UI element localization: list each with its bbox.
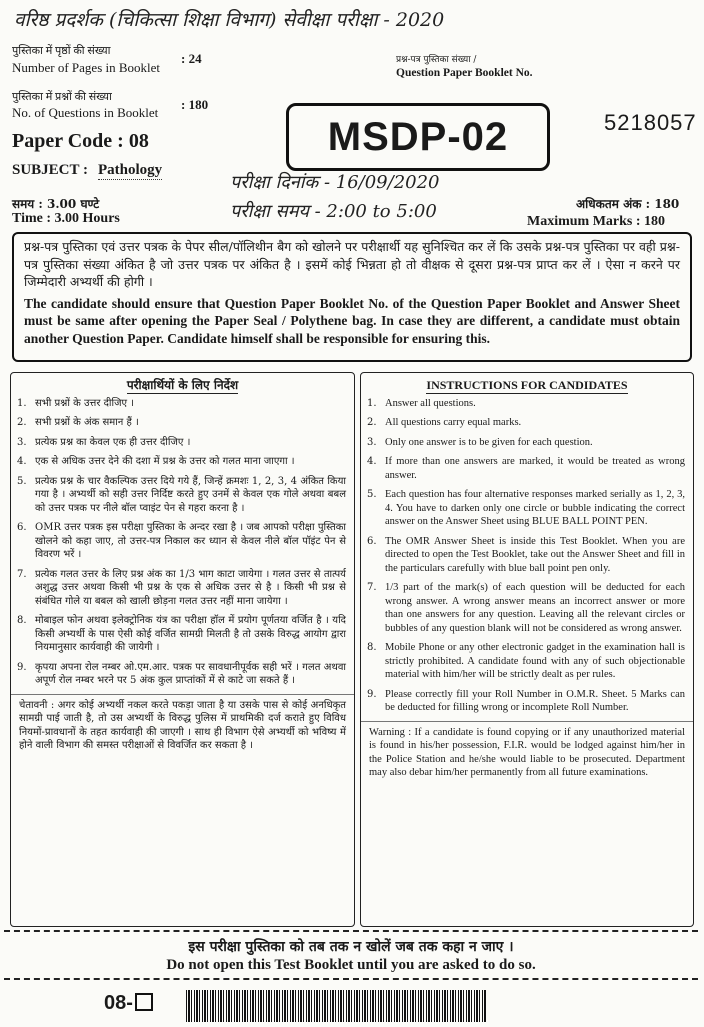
instruction-english-item-text: Mobile Phone or any other electronic gadget in the examination hall is strictly prohibited. A candidate found with any of such objectionable material with him/her will be strictly dealt as per rules. bbox=[385, 642, 685, 680]
instruction-hindi-item bbox=[11, 416, 354, 430]
questions-value: : 180 bbox=[181, 97, 209, 112]
instruction-english-item-text: Please correctly fill your Roll Number in O.M.R. Sheet. 5 Marks can be deducted for filling wrong or incomplete Roll Number. bbox=[385, 688, 685, 713]
instruction-english-item-number: 3. bbox=[367, 436, 377, 448]
instruction-hindi-item-text: मोबाइल फोन अथवा इलेक्ट्रोनिक यंत्र का परीक्षा हॉल में प्रयोग पूर्णतया वर्जित है । यदि किसी अभ्यर्थी के पास ऐसी कोई वर्जित सामग्री मिलती है तो उसके विरुद्ध आयोग द्वारा नियमानुसार कार्यवाही की जायेगी । bbox=[35, 615, 346, 653]
instruction-english-item-number: 4. bbox=[367, 456, 377, 467]
instruction-english-item-number: 6. bbox=[367, 535, 377, 547]
instructions-english-title: INSTRUCTIONS FOR CANDIDATES bbox=[426, 378, 628, 392]
instructions-english bbox=[360, 372, 694, 927]
time-en: Time : 3.00 Hours bbox=[12, 211, 120, 226]
instruction-hindi-item bbox=[11, 475, 354, 516]
paper-code: Paper Code : 08 bbox=[12, 130, 149, 152]
handwritten-exam-title: वरिष्ठ प्रदर्शक (चिकित्सा शिक्षा विभाग) सेवीक्षा परीक्षा - 2020 bbox=[14, 9, 445, 31]
instruction-hindi-item-text: OMR उत्तर पत्रक इस परीक्षा पुस्तिका के अन्दर रखा है । जब आपको परीक्षा पुस्तिका खोलने को कहा जाए, तो उत्तर-पत्र निकाल कर ध्यान से केवल नीले बॉल पॉइंट पेन से विवरण भरें । bbox=[35, 522, 346, 560]
warning-hindi: चेतावनी : अगर कोई अभ्यर्थी नकल करते पकड़ा जाता है या उसके पास से कोई अनधिकृत सामग्री पाई जाती है, तो उस अभ्यर्थी के विरुद्ध पुलिस में प्राथमिकी दर्ज कराते हुए विविध नियमों-प्रावधानों के तहत कार्यवाही की जाएगी । साथ ही विभाग ऐसे अभ्यर्थी को भविष्य में होने वाली विभाग की समस्त परीक्षाओं से विवर्जित कर सकता है । bbox=[11, 694, 354, 757]
instructions-english-list bbox=[361, 397, 693, 715]
max-marks-en: Maximum Marks : 180 bbox=[527, 214, 666, 229]
instruction-english-item-number: 2. bbox=[367, 417, 377, 428]
instruction-hindi-item-text: सभी प्रश्नों के अंक समान हैं । bbox=[35, 417, 139, 428]
instruction-hindi-item-text: सभी प्रश्नों के उत्तर दीजिए । bbox=[35, 397, 135, 409]
instruction-english-item-text: The OMR Answer Sheet is inside this Test Booklet. When you are directed to open the Test Booklet, take out the Answer Sheet and fill in the particulars carefully with blue ball point pen only. bbox=[385, 535, 685, 574]
barcode bbox=[186, 990, 486, 1022]
pages-label-hi: पुस्तिका में पृष्ठों की संख्या bbox=[12, 45, 111, 57]
instructions-hindi-title: परीक्षार्थियों के लिए निर्देश bbox=[126, 378, 239, 392]
instruction-english-item-number: 8. bbox=[367, 642, 377, 653]
instruction-english-item-text: Only one answer is to be given for each question. bbox=[385, 436, 593, 448]
instruction-hindi-item-number: 7. bbox=[17, 568, 27, 580]
qp-booklet-label-en: Question Paper Booklet No. bbox=[396, 67, 533, 79]
instruction-hindi-item-number: 5. bbox=[17, 475, 27, 487]
pages-value: : 24 bbox=[181, 51, 202, 66]
questions-label-hi: पुस्तिका में प्रश्नों की संख्या bbox=[12, 91, 112, 103]
instruction-english-item bbox=[361, 488, 693, 529]
instruction-hindi-item-number: 3. bbox=[17, 436, 27, 448]
do-not-open-en: Do not open this Test Booklet until you are asked to do so. bbox=[166, 957, 536, 973]
handwritten-exam-date: परीक्षा दिनांक - 16/09/2020 bbox=[230, 172, 440, 193]
instruction-english-item bbox=[361, 397, 693, 411]
seal-notice-en: The candidate should ensure that Question Paper Booklet No. of the Question Paper Booklet and Answer Sheet must be same after opening the Paper Seal / Polythene bag. In case they are different, a candidate must obtain another Question Paper. Candidate himself shall be responsible for ensuring this. bbox=[24, 295, 680, 346]
instructions-hindi-list bbox=[11, 397, 354, 688]
exam-code-box: MSDP-02 bbox=[286, 103, 550, 171]
instruction-hindi-item bbox=[11, 568, 354, 609]
instruction-hindi-item bbox=[11, 661, 354, 688]
instruction-hindi-item bbox=[11, 397, 354, 411]
subject-value: Pathology bbox=[98, 162, 163, 178]
instruction-hindi-item-text: प्रत्येक गलत उत्तर के लिए प्रश्न अंक का 1/3 भाग काटा जायेगा । गलत उत्तर से तात्पर्य अशुद्ध उत्तर अथवा किसी भी प्रश्न के एक से अधिक उत्तर से है । किसी भी प्रश्न से संबंधित गोले या बबल को खाली छोड़ना गलत उत्तर नहीं माना जायेगा । bbox=[35, 568, 346, 607]
instructions-hindi bbox=[10, 372, 355, 927]
instruction-english-item-text: Each question has four alternative responses marked serially as 1, 2, 3, 4. You have to darken only one circle or bubble indicating the correct answer on the Answer Sheet using BLUE BALL POINT PEN. bbox=[385, 489, 685, 527]
booklet-number: 5218057 bbox=[604, 110, 697, 135]
questions-label-en: No. of Questions in Booklet bbox=[12, 105, 159, 120]
instruction-english-item-number: 7. bbox=[367, 582, 377, 593]
instruction-hindi-item bbox=[11, 521, 354, 562]
seal-notice-box bbox=[12, 232, 692, 362]
instruction-english-item-text: If more than one answers are marked, it would be treated as wrong answer. bbox=[385, 456, 685, 481]
instruction-english-item bbox=[361, 416, 693, 430]
instruction-english-item bbox=[361, 455, 693, 482]
instruction-hindi-item-number: 9. bbox=[17, 661, 27, 673]
instruction-hindi-item-number: 1. bbox=[17, 397, 27, 409]
instruction-english-item bbox=[361, 535, 693, 576]
pages-label-en: Number of Pages in Booklet bbox=[12, 60, 161, 75]
instruction-hindi-item-text: कृपया अपना रोल नम्बर ओ.एम.आर. पत्रक पर सावधानीपूर्वक सही भरें । गलत अथवा अपूर्ण रोल नम्बर भरने पर 5 अंक कुल प्राप्तांकों में से काटे जा सकते हैं । bbox=[35, 661, 346, 686]
square-icon bbox=[135, 993, 153, 1011]
seal-notice-hi: प्रश्न-पत्र पुस्तिका एवं उत्तर पत्रक के पेपर सील/पॉलिथीन बैग को खोलने पर परीक्षार्थी यह सुनिश्चित कर लें कि उसके प्रश्न-पत्र पुस्तिका पर वही प्रश्न-पत्र पुस्तिका संख्या अंकित है जो उत्तर पत्रक पर अंकित है । इसमें कोई भिन्नता हो तो वीक्षक से दूसरा प्रश्न-पत्र प्राप्त कर लें । ऐसा न करने पर जिम्मेदारी अभ्यर्थी की होगी । bbox=[24, 239, 680, 289]
do-not-open-hi: इस परीक्षा पुस्तिका को तब तक न खोलें जब तक कहा न जाए । bbox=[188, 939, 514, 955]
instruction-english-item bbox=[361, 641, 693, 682]
footer-code-text: 08- bbox=[104, 992, 133, 1014]
instruction-hindi-item-text: प्रत्येक प्रश्न का केवल एक ही उत्तर दीजिए । bbox=[35, 436, 191, 448]
instruction-english-item bbox=[361, 581, 693, 635]
instruction-english-item-number: 1. bbox=[367, 397, 377, 409]
instruction-english-item-text: All questions carry equal marks. bbox=[385, 417, 522, 428]
instruction-english-item-text: Answer all questions. bbox=[385, 397, 476, 409]
instruction-english-item bbox=[361, 436, 693, 450]
handwritten-exam-time: परीक्षा समय - 2:00 to 5:00 bbox=[230, 201, 437, 222]
instruction-english-item-number: 5. bbox=[367, 489, 377, 500]
instruction-hindi-item bbox=[11, 614, 354, 655]
instruction-hindi-item bbox=[11, 436, 354, 450]
instruction-english-item bbox=[361, 688, 693, 715]
instruction-english-item-number: 9. bbox=[367, 688, 377, 700]
instruction-hindi-item-number: 6. bbox=[17, 522, 27, 533]
time-hi: समय : 3.00 घण्टे bbox=[12, 197, 100, 211]
instruction-english-item-text: 1/3 part of the mark(s) of each question will be deducted for each wrong answer. A wrong answer means an incorrect answer or more than one answers for any question. Leaving all the relevant circles or bubbles of any question blank will not be considered as wrong answer. bbox=[385, 582, 685, 634]
warning-english: Warning : If a candidate is found copying or if any unauthorized material is found in his/her possession, F.I.R. would be lodged against him/her in the Police Station and he/she would liable to be prosecuted. Department may also debar him/her permanently from all future examinations. bbox=[361, 721, 693, 784]
instruction-hindi-item bbox=[11, 455, 354, 469]
do-not-open-notice bbox=[4, 930, 698, 980]
instruction-hindi-item-text: प्रत्येक प्रश्न के चार वैकल्पिक उत्तर दिये गये हैं, जिन्हें क्रमशः 1, 2, 3, 4 अंकित किया गया है । अभ्यर्थी को सही उत्तर निर्दिष्ट करते हुए उनमें से केवल एक गोले अथवा बबल को उत्तर पत्रक पर नीले बॉल प्वाइंट पेन से गहरा करना है । bbox=[35, 475, 346, 514]
instruction-hindi-item-number: 2. bbox=[17, 417, 27, 428]
max-marks-hi: अधिकतम अंक : 180 bbox=[576, 197, 680, 211]
qp-booklet-label-hi: प्रश्न-पत्र पुस्तिका संख्या / bbox=[396, 55, 477, 65]
instruction-hindi-item-number: 8. bbox=[17, 615, 27, 626]
instruction-hindi-item-text: एक से अधिक उत्तर देने की दशा में प्रश्न के उत्तर को गलत माना जाएगा । bbox=[35, 456, 295, 467]
instruction-hindi-item-number: 4. bbox=[17, 456, 27, 467]
subject-label: SUBJECT : bbox=[12, 162, 88, 178]
footer-code bbox=[104, 992, 153, 1015]
